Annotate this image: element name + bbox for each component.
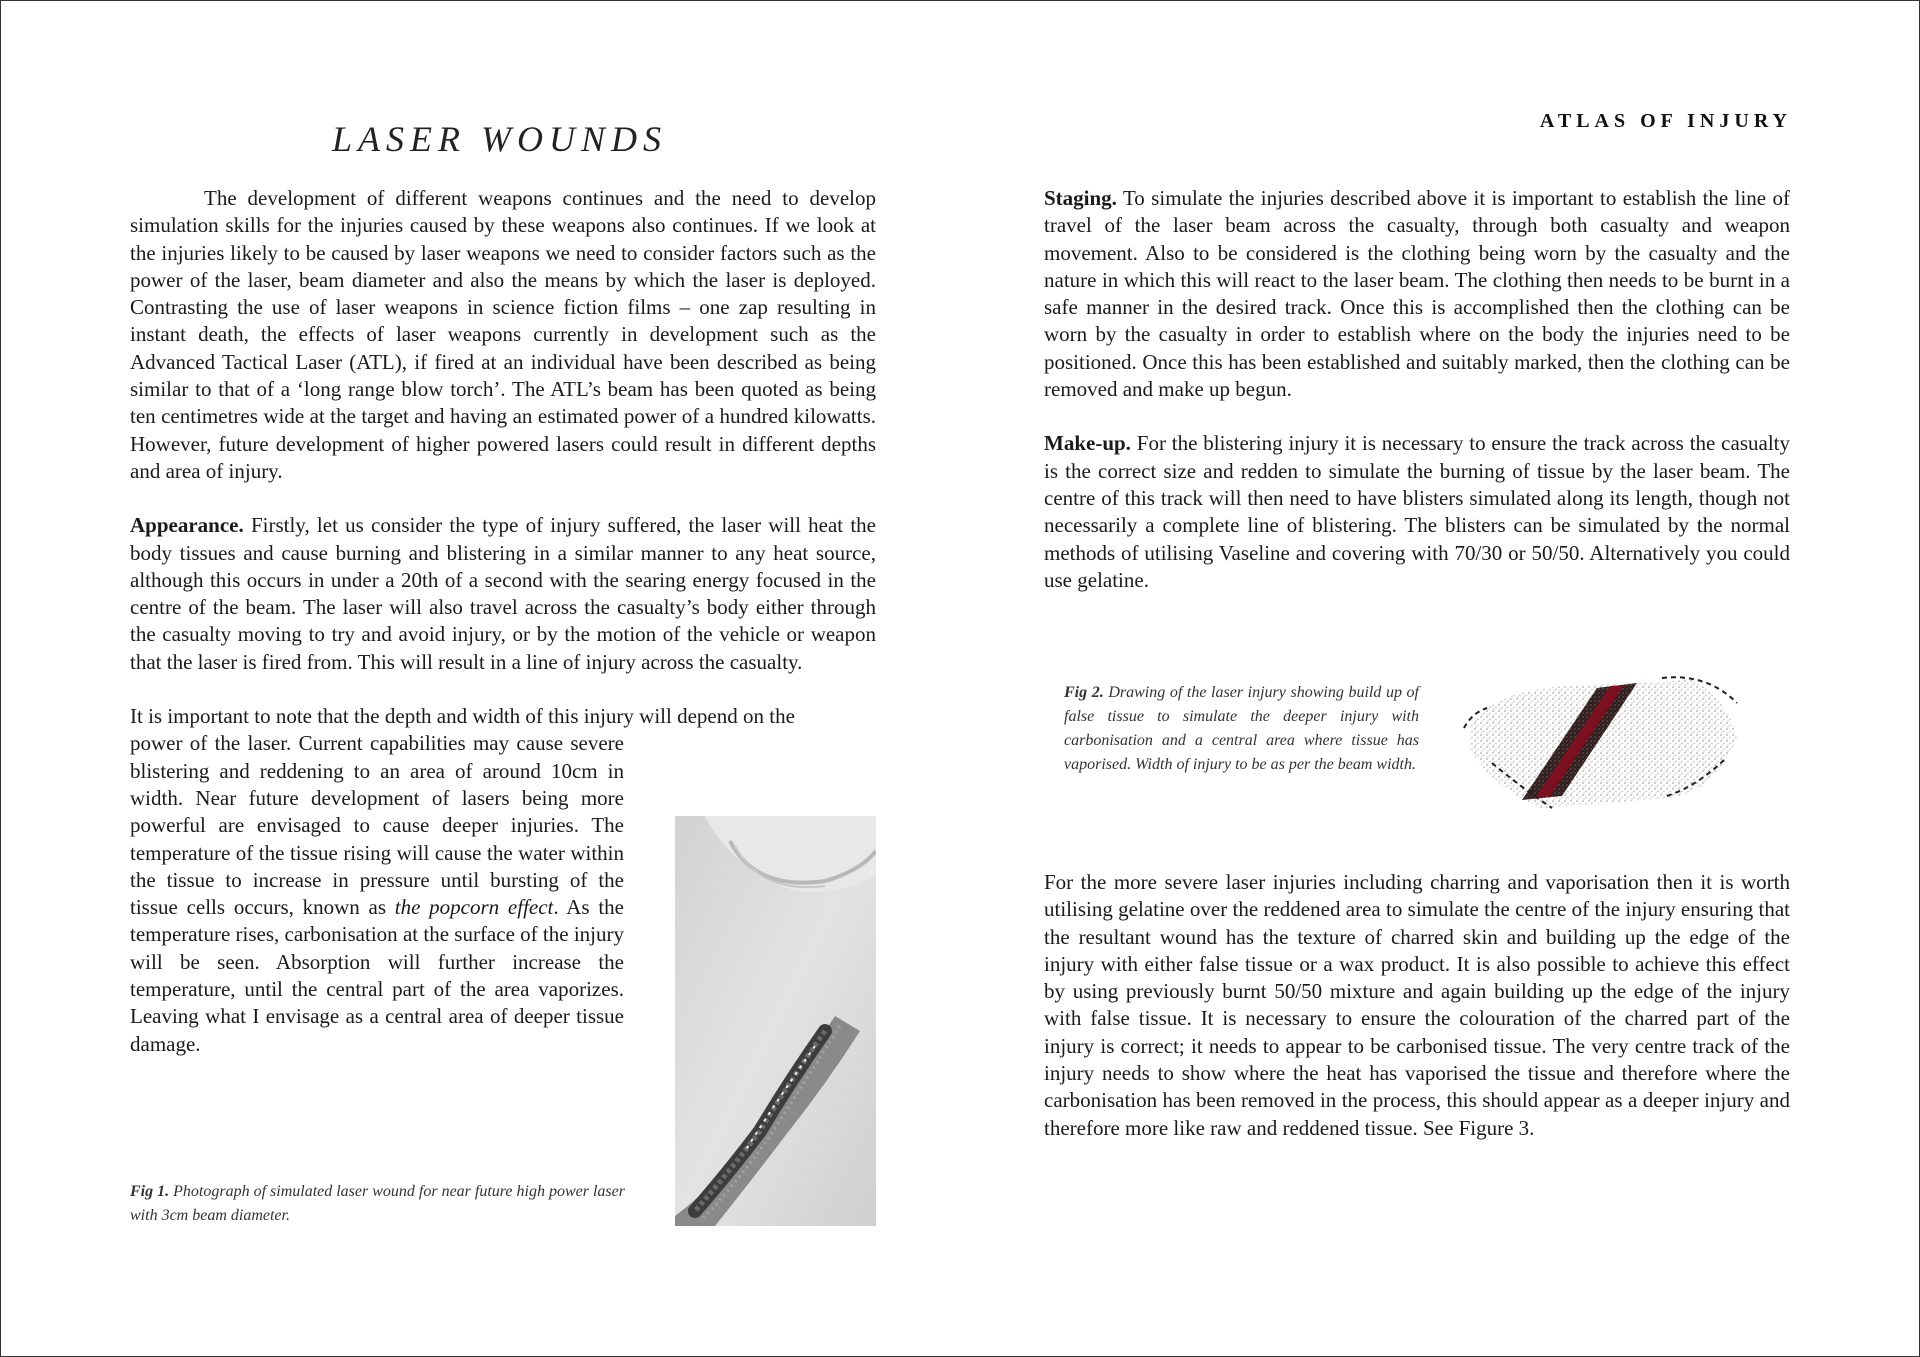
intro-paragraph: The development of different weapons continues and the need to develop simulation skills for the injuries caused by these weapons also continues. If we look at the injuries likely to be caused by laser weapons we need to consider factors such as the power of the laser, beam diameter and also the means by which the laser is deployed. Contrasting the use of laser weapons in science fiction films – one zap resulting in instant death, the effects of laser weapons currently in development such as the Advanced Tactical Laser (ATL), if fired at an individual have been described as being similar to that of a ‘long range blow torch’. The ATL’s beam has been quoted as being ten centimetres wide at the target and having an estimated power of a hundred kilowatts. However, future development of higher powered lasers could result in different depths and area of injury.	[130, 186, 876, 483]
staging-paragraph	[1044, 185, 1790, 403]
staging-heading: Staging.	[1044, 186, 1117, 210]
staging-text: To simulate the injuries described above it is important to establish the line of travel of the laser beam across the casualty, through both casualty and weapon movement. Also to be considered is the clothing being worn by the casualty and the nature in which this will react to the laser beam. The clothing then needs to be burnt in a safe manner in the desired track. Once this is accomplished then the clothing can be worn by the casualty in order to establish where on the body the injuries need to be positioned. Once this has been established and suitably marked, then the clothing can be removed and make up begun.	[1044, 186, 1790, 402]
fig1-label: Fig 1.	[130, 1183, 170, 1200]
fig1-photograph	[675, 816, 876, 1226]
fig2-caption	[1064, 681, 1419, 777]
depth-first-line: It is important to note that the depth and width of this injury will depend on the	[130, 704, 795, 729]
severe-injuries-paragraph: For the more severe laser injuries including charring and vaporisation then it is worth utilising gelatine over the reddened area to simulate the centre of the injury ensuring that the resultant wound has the texture of charred skin and building up the edge of the injury with either false tissue or a wax product. It is also possible to achieve this effect by using previously burnt 50/50 mixture and again building up the edge of the injury with false tissue. It is necessary to ensure the colouration of the charred part of the injury is correct; it needs to appear to be carbonised tissue. The very centre track of the injury needs to show where the heat has vaporised the tissue and therefore where the carbonisation has been removed in the process, this should appear as a deeper injury and therefore more like raw and reddened tissue. See Figure 3.	[1044, 870, 1790, 1140]
running-head: ATLAS OF INJURY	[1539, 110, 1792, 132]
right-column	[1044, 185, 1790, 594]
depth-text-a: power of the laser. Current capabilities may cause severe blistering and reddening to an area of around 10cm in width. Near future development of lasers being more powerful are envisaged to cause deeper injuries. The temperature of the tissue rising will cause the water within the tissue to increase in pressure until bursting of the tissue cells occurs, known as	[130, 731, 624, 920]
fig1-caption	[130, 1180, 630, 1228]
fig1-caption-text: Photograph of simulated laser wound for near future high power laser with 3cm beam diameter.	[130, 1183, 625, 1224]
depth-paragraph	[130, 730, 624, 1058]
appearance-paragraph	[130, 512, 876, 676]
appearance-heading: Appearance.	[130, 513, 244, 538]
page-title: LASER WOUNDS	[332, 119, 667, 159]
depth-text-b: . As the temperature rises, carbonisation at the surface of the injury will be seen. Absorption will further increase the temperature, until the central part of the area vaporizes. Leaving what I envisage as a central area of deeper tissue damage.	[130, 895, 624, 1056]
fig2-label: Fig 2.	[1064, 684, 1104, 701]
makeup-heading: Make-up.	[1044, 431, 1131, 456]
appearance-text: Firstly, let us consider the type of injury suffered, the laser will heat the body tissues and cause burning and blistering in a similar manner to any heat source, although this occurs in under a 20th of a second with the searing energy focused in the centre of the beam. The laser will also travel across the casualty’s body either through the casualty moving to try and avoid injury, or by the motion of the vehicle or weapon that the laser is fired from. This will result in a line of injury across the casualty.	[130, 513, 876, 674]
popcorn-effect-term: the popcorn effect	[394, 895, 554, 920]
makeup-paragraph	[1044, 430, 1790, 594]
fig2-drawing	[1462, 668, 1742, 818]
fig2-caption-text: Drawing of the laser injury showing build up of false tissue to simulate the deeper injury with carbonisation and a central area where tissue has vaporised. Width of injury to be as per the beam width.	[1064, 684, 1419, 773]
makeup-text: For the blistering injury it is necessary to ensure the track across the casualty is the correct size and redden to simulate the burning of tissue by the laser beam. The centre of this track will then need to have blisters simulated along its length, though not necessarily a complete line of blistering. The blisters can be simulated by the normal methods of utilising Vaseline and covering with 70/30 or 50/50. Alternatively you could use gelatine.	[1044, 431, 1790, 592]
